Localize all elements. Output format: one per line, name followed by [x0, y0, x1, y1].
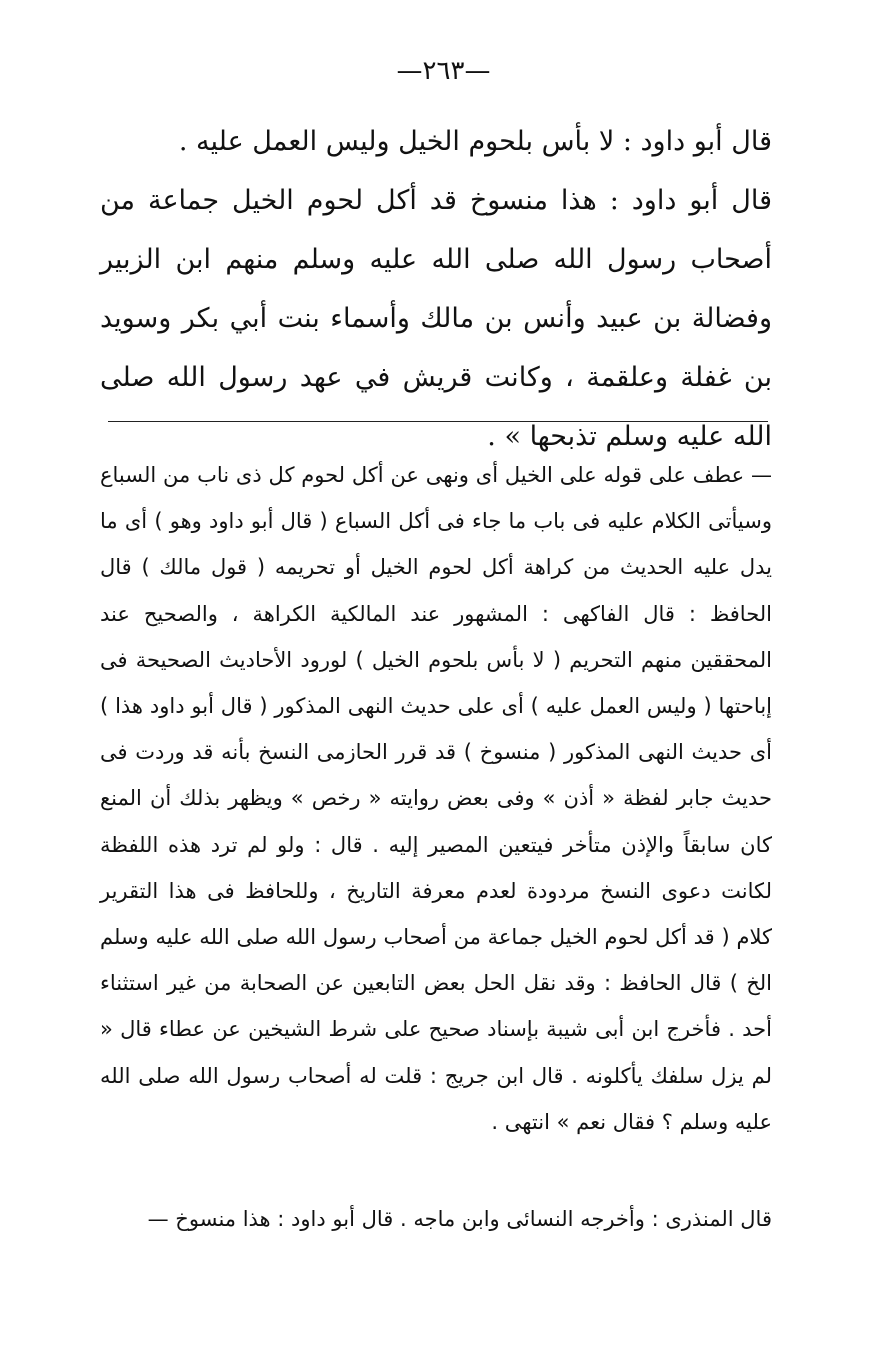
commentary-text: [100, 452, 772, 1145]
page-number: —٢٦٣—: [396, 56, 491, 86]
hadith-paragraph-1: قال أبو داود : لا بأس بلحوم الخيل وليس العمل عليه .: [178, 126, 772, 157]
commentary-paragraph: — عطف على قوله على الخيل أى ونهى عن أكل لحوم كل ذى ناب من السباع وسيأتى الكلام عليه فى باب ما جاء فى أكل السباع ( قال أبو داود وهو ) أى ما يدل عليه الحديث من كراهة أكل لحوم الخيل أو تحريمه ( قول مالك ) قال الحافظ : قال الفاكهى : المشهور عند المالكية الكراهة ، والصحيح عند المحققين منهم التحريم ( لا بأس بلحوم الخيل ) لورود الأحاديث الصحيحة فى إباحتها ( وليس العمل عليه ) أى على حديث النهى المذكور ( قال أبو داود هذا ) أى حديث النهى المذكور ( منسوخ ) قد قرر الحازمى النسخ بأنه قد وردت فى حديث جابر لفظة « أذن » وفى بعض روايته « رخص » ويظهر بذلك أن المنع كان سابقاً والإذن متأخر فيتعين المصير إليه . قال : ولو لم ترد هذه اللفظة لكانت دعوى النسخ مردودة لعدم معرفة التاريخ ، وللحافظ فى هذا التقرير كلام ( قد أكل لحوم الخيل جماعة من أصحاب رسول الله صلى الله عليه وسلم الخ ) قال الحافظ : وقد نقل الحل بعض التابعين عن الصحابة من غير استثناء أحد . فأخرج ابن أبى شيبة بإسناد صحيح على شرط الشيخين عن عطاء قال « لم يزل سلفك يأكلونه . قال ابن جريج : قلت له أصحاب رسول الله صلى الله عليه وسلم ؟ فقال نعم » انتهى .: [100, 463, 772, 1134]
hadith-text: [100, 112, 772, 466]
hadith-paragraph-2: قال أبو داود : هذا منسوخ قد أكل لحوم الخيل جماعة من أصحاب رسول الله صلى الله عليه وسلم منهم ابن الزبير وفضالة بن عبيد وأنس بن مالك وأسماء بنت أبي بكر وسويد بن غفلة وعلقمة ، وكانت قريش في عهد رسول الله صلى الله عليه وسلم تذبحها » .: [100, 185, 772, 452]
section-divider: [108, 421, 768, 422]
footer-note: قال المنذرى : وأخرجه النسائى وابن ماجه . قال أبو داود : هذا منسوخ —: [147, 1207, 772, 1231]
